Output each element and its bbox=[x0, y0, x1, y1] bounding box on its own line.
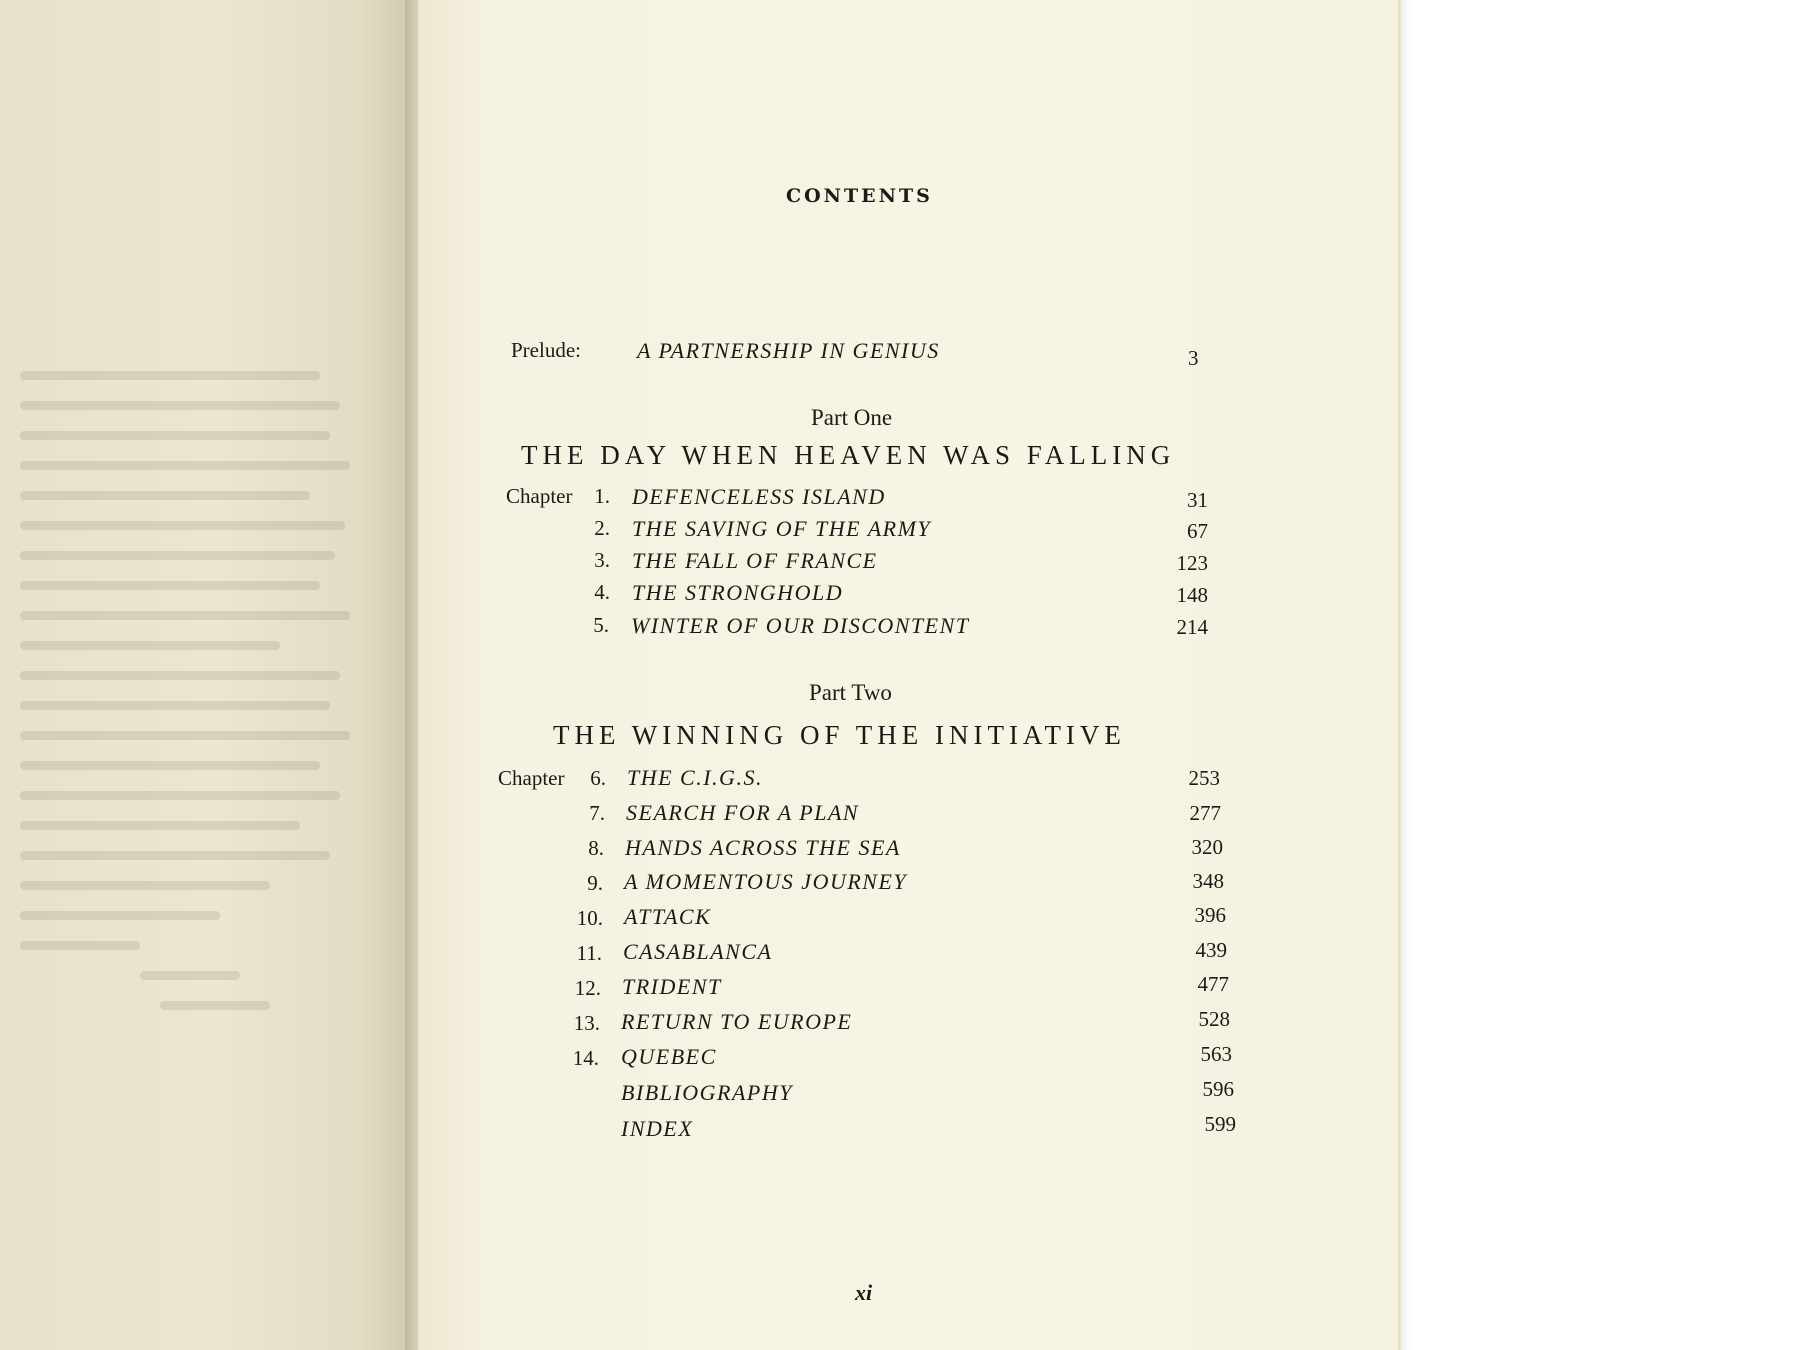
part-two-heading: THE WINNING OF THE INITIATIVE bbox=[553, 720, 1126, 750]
chapter-title: DEFENCELESS ISLAND bbox=[632, 484, 886, 509]
chapter-title: WINTER OF OUR DISCONTENT bbox=[631, 613, 970, 638]
prelude-page-number: 3 bbox=[1188, 346, 1199, 370]
page-edge bbox=[1398, 0, 1402, 1350]
chapter-title: THE STRONGHOLD bbox=[632, 580, 844, 605]
chapter-title: THE C.I.G.S. bbox=[627, 765, 763, 790]
chapter-number: 9. bbox=[587, 871, 603, 895]
left-page bbox=[0, 0, 415, 1350]
index-page-number: 599 bbox=[1204, 1112, 1236, 1136]
chapter-page-number: 214 bbox=[1176, 615, 1208, 639]
bibliography-page-number: 596 bbox=[1202, 1077, 1234, 1101]
chapter-prefix: Chapter bbox=[506, 484, 573, 508]
chapter-title: TRIDENT bbox=[622, 974, 722, 999]
prelude-title: A PARTNERSHIP IN GENIUS bbox=[637, 338, 940, 363]
chapter-number: 10. bbox=[576, 906, 603, 930]
chapter-number: 5. bbox=[593, 613, 609, 637]
chapter-title: QUEBEC bbox=[621, 1044, 717, 1069]
chapter-title: ATTACK bbox=[624, 904, 712, 929]
bibliography-title: BIBLIOGRAPHY bbox=[621, 1080, 793, 1105]
chapter-title: CASABLANCA bbox=[623, 939, 773, 964]
page-folio: xi bbox=[855, 1280, 873, 1305]
chapter-page-number: 563 bbox=[1200, 1042, 1232, 1066]
chapter-page-number: 320 bbox=[1191, 835, 1223, 859]
index-title: INDEX bbox=[621, 1116, 694, 1141]
chapter-number: 6. bbox=[590, 766, 606, 790]
chapter-number: 4. bbox=[594, 580, 610, 604]
chapter-number: 3. bbox=[594, 548, 610, 572]
chapter-page-number: 253 bbox=[1188, 766, 1220, 790]
prelude-label: Prelude: bbox=[511, 338, 581, 362]
chapter-page-number: 31 bbox=[1187, 488, 1208, 512]
chapter-title: A MOMENTOUS JOURNEY bbox=[624, 869, 908, 894]
chapter-page-number: 123 bbox=[1176, 551, 1208, 575]
chapter-page-number: 528 bbox=[1198, 1007, 1230, 1031]
chapter-page-number: 148 bbox=[1176, 583, 1208, 607]
chapter-title: HANDS ACROSS THE SEA bbox=[625, 835, 901, 860]
chapter-prefix: Chapter bbox=[498, 766, 565, 790]
chapter-number: 14. bbox=[572, 1046, 599, 1070]
part-one-heading: THE DAY WHEN HEAVEN WAS FALLING bbox=[521, 440, 1176, 470]
chapter-number: 8. bbox=[588, 836, 604, 860]
chapter-page-number: 477 bbox=[1197, 972, 1229, 996]
part-two-label: Part Two bbox=[809, 680, 892, 705]
chapter-number: 13. bbox=[573, 1011, 600, 1035]
chapter-title: SEARCH FOR A PLAN bbox=[626, 800, 860, 825]
bleed-through-text bbox=[20, 360, 360, 1020]
chapter-title: THE SAVING OF THE ARMY bbox=[632, 516, 932, 541]
chapter-title: RETURN TO EUROPE bbox=[621, 1009, 853, 1034]
chapter-number: 7. bbox=[589, 801, 605, 825]
chapter-page-number: 277 bbox=[1189, 801, 1221, 825]
chapter-number: 1. bbox=[594, 484, 610, 508]
chapter-page-number: 67 bbox=[1187, 519, 1208, 543]
part-one-label: Part One bbox=[811, 405, 893, 430]
chapter-title: THE FALL OF FRANCE bbox=[632, 548, 878, 573]
chapter-number: 12. bbox=[574, 976, 601, 1000]
chapter-page-number: 439 bbox=[1195, 938, 1227, 962]
chapter-number: 2. bbox=[594, 516, 610, 540]
contents-heading: CONTENTS bbox=[786, 185, 933, 207]
chapter-page-number: 396 bbox=[1194, 903, 1226, 927]
chapter-number: 11. bbox=[576, 941, 602, 965]
chapter-page-number: 348 bbox=[1192, 869, 1224, 893]
